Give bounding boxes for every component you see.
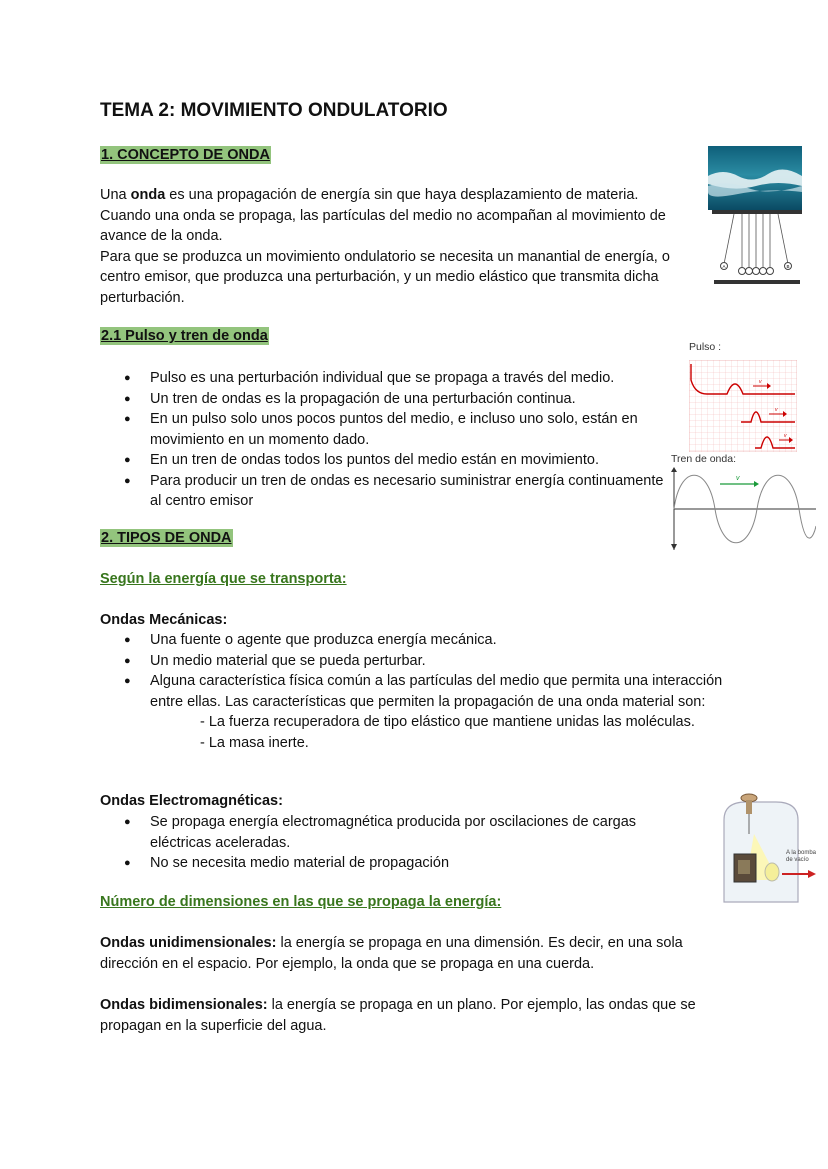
- svg-text:v: v: [759, 379, 762, 385]
- svg-text:B: B: [786, 264, 790, 269]
- svg-text:v: v: [736, 475, 740, 482]
- ocean-wave-image: [708, 146, 802, 210]
- wave-train-label: Tren de onda:: [671, 453, 736, 465]
- page-title: TEMA 2: MOVIMIENTO ONDULATORIO: [100, 100, 448, 121]
- dimensions-subheading: Número de dimensiones en las que se propaga la energía:: [100, 894, 502, 910]
- mechanical-waves-list: [100, 630, 740, 753]
- section-1-body: [100, 185, 705, 308]
- bell-jar-image: [716, 790, 822, 906]
- inert-mass-item: - La masa inerte.: [200, 734, 309, 751]
- wave-train-diagram: [668, 466, 816, 552]
- list-item: ● En un tren de ondas todos los puntos del medio están en movimiento.: [100, 450, 670, 471]
- unidimensional-text: la energía se propaga en una dimensión. Es decir, en una sola dirección en el espacio. Por ejemplo, la onda que se propaga en una cuerda.: [100, 935, 683, 972]
- unidimensional-term: Ondas unidimensionales:: [100, 935, 277, 951]
- onda-definition: Una onda es una propagación de energía sin que haya desplazamiento de materia.: [100, 187, 639, 203]
- section-2-heading-text: 2. TIPOS DE ONDA: [101, 530, 232, 546]
- section-1-heading-text: 1. CONCEPTO DE ONDA: [101, 147, 270, 163]
- pulse-diagram: [689, 360, 797, 452]
- em-waves-list: [100, 812, 690, 874]
- section-1-heading: [100, 147, 271, 163]
- list-item: ● Un tren de ondas es la propagación de una perturbación continua.: [100, 389, 670, 410]
- section-2-1-heading: [100, 328, 269, 344]
- list-item: ● Para producir un tren de ondas es necesario suministrar energía continuamente al centro emisor: [100, 471, 670, 512]
- vacuum-pump-label: A la bomba de vacío: [786, 850, 817, 863]
- pulse-train-list: [100, 368, 670, 512]
- restoring-force-item: - La fuerza recuperadora de tipo elástico que mantiene unidas las moléculas.: [200, 714, 695, 730]
- bidimensional-paragraph: [100, 995, 720, 1036]
- mechanical-waves-heading: Ondas Mecánicas:: [100, 612, 228, 628]
- list-item: ● Se propaga energía electromagnética producida por oscilaciones de cargas eléctricas aceleradas.: [100, 812, 690, 853]
- emitter-paragraph: Para que se produzca un movimiento ondulatorio se necesita un manantial de energía, o centro emisor, que produzca una perturbación, y un medio elástico que transmita dicha perturbación.: [100, 248, 670, 306]
- svg-text:v: v: [775, 407, 778, 413]
- list-item: ● Pulso es una perturbación individual que se propaga a través del medio.: [100, 368, 670, 389]
- section-2-1-heading-text: 2.1 Pulso y tren de onda: [101, 328, 268, 344]
- list-item: ● No se necesita medio material de propagación: [100, 853, 690, 874]
- em-waves-heading: Ondas Electromagnéticas:: [100, 793, 283, 809]
- newtons-cradle-image: [712, 210, 802, 286]
- list-item: ● Un medio material que se pueda perturbar.: [100, 651, 740, 672]
- section-2-heading: [100, 530, 233, 546]
- svg-text:v: v: [784, 433, 787, 439]
- pulse-label: Pulso :: [689, 341, 722, 353]
- energy-subheading: Según la energía que se transporta:: [100, 571, 347, 587]
- list-item: ● En un pulso solo unos pocos puntos del medio, e incluso uno solo, están en movimiento en un momento dado.: [100, 409, 670, 450]
- unidimensional-paragraph: [100, 933, 720, 974]
- bidimensional-term: Ondas bidimensionales:: [100, 997, 268, 1013]
- svg-text:A: A: [722, 264, 726, 269]
- bidimensional-text: la energía se propaga en un plano. Por ejemplo, las ondas que se propagan en la superficie del agua.: [100, 997, 696, 1034]
- list-item: ● Alguna característica física común a las partículas del medio que permita una interacción entre ellas. Las características que permiten la propagación de una onda material son:: [100, 671, 740, 712]
- list-item: ● Una fuente o agente que produzca energía mecánica.: [100, 630, 740, 651]
- particles-paragraph: Cuando una onda se propaga, las partículas del medio no acompañan al movimiento de avance de la onda.: [100, 207, 666, 244]
